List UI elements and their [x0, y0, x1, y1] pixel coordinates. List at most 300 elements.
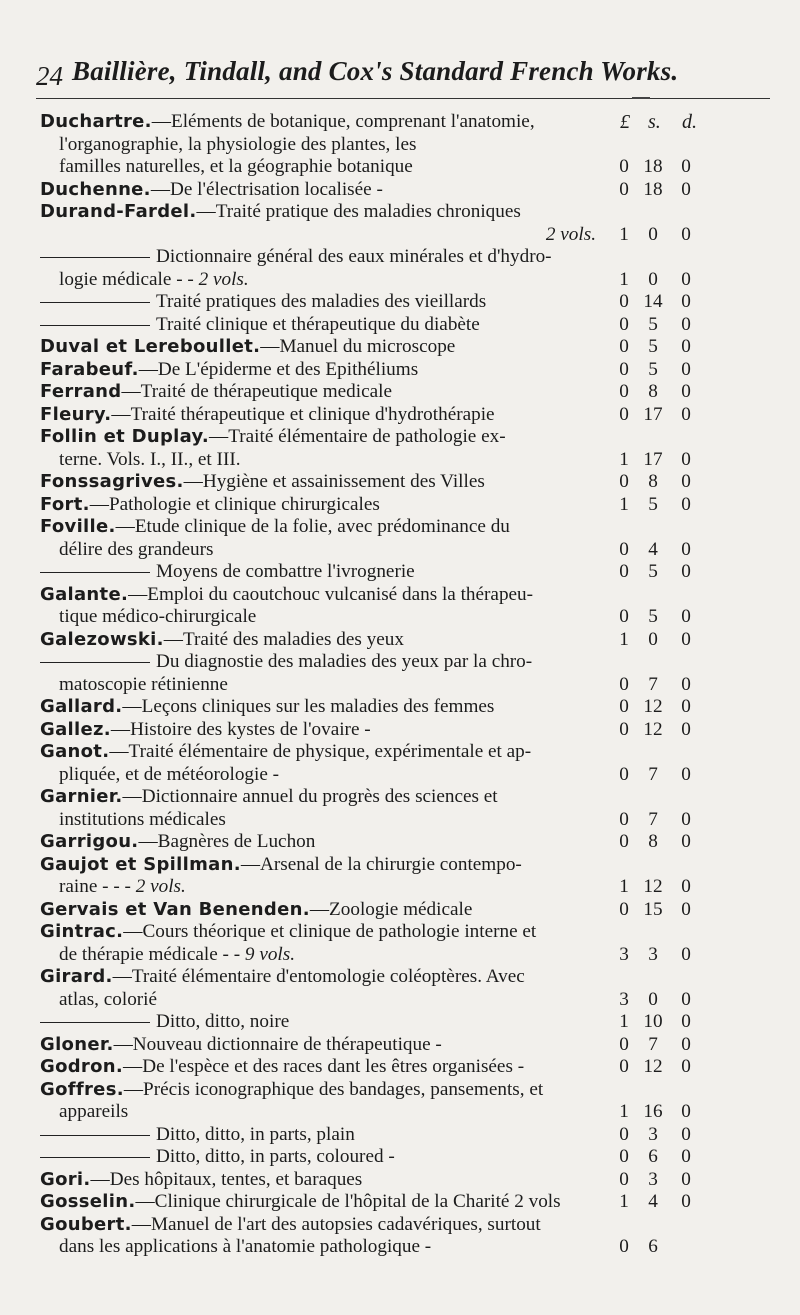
entry-line	[0, 651, 800, 674]
price-shillings: 14	[643, 291, 663, 312]
entry-line	[0, 741, 800, 764]
entry-continuation: atlas, colorié	[59, 988, 158, 1010]
entry-text	[40, 741, 531, 764]
entry-title: —Cours théorique et clinique de pathologie interne et	[123, 921, 537, 942]
author-name: Fort.	[40, 493, 90, 515]
entry-line	[0, 606, 800, 629]
entry-line	[0, 561, 800, 584]
price	[617, 1034, 707, 1057]
price	[617, 899, 707, 922]
price-shillings: 17	[643, 403, 663, 425]
author-name: Duchartre.	[40, 111, 152, 132]
entry-title: Moyens de combattre l'ivrognerie	[156, 561, 415, 582]
price	[617, 156, 707, 179]
price-pence: 0	[681, 696, 691, 717]
entry-line	[0, 584, 800, 607]
entry-line	[0, 156, 800, 179]
entry-continuation: de thérapie médicale - - 9 vols.	[59, 943, 296, 965]
price-pence: 0	[681, 988, 691, 1010]
price	[617, 336, 707, 359]
price	[617, 179, 707, 202]
price	[617, 269, 707, 292]
entry-text	[40, 1056, 524, 1079]
entry-text	[40, 246, 552, 269]
entry-line	[0, 426, 800, 449]
price	[617, 224, 707, 247]
entry-title: Du diagnostie des maladies des yeux par la chro-	[156, 651, 533, 672]
entry-line	[0, 1169, 800, 1192]
price-shillings: 5	[648, 493, 658, 515]
price-pounds: 0	[619, 1123, 629, 1145]
author-name: Garrigou.	[40, 831, 139, 852]
entry-text	[40, 966, 525, 989]
price-pence: 0	[681, 403, 691, 425]
price-pounds: 0	[619, 313, 629, 335]
price-pounds: 0	[619, 358, 629, 380]
entry-text	[40, 1214, 541, 1237]
entry-line	[0, 404, 800, 427]
entry-line	[0, 449, 800, 472]
price-shillings: 12	[643, 876, 663, 897]
price	[617, 1191, 707, 1214]
entry-title: —Leçons cliniques sur les maladies des femmes	[122, 696, 495, 717]
author-name: Fonssagrives.	[40, 471, 184, 492]
price-pence: 0	[681, 313, 691, 335]
price-shillings: 0	[648, 628, 658, 650]
price-shillings: 0	[648, 223, 658, 245]
entry-title: —De L'épiderme et des Epithéliums	[138, 358, 419, 380]
price	[617, 494, 707, 517]
entry-line	[0, 494, 800, 517]
price	[617, 719, 707, 742]
entry-line	[0, 1101, 800, 1124]
price-pounds: 0	[619, 336, 629, 357]
price-pence: 0	[681, 876, 691, 897]
entry-continuation	[546, 224, 596, 247]
entry-line	[0, 1146, 800, 1169]
price-pounds: 0	[619, 471, 629, 492]
price-shillings: 16	[643, 1101, 663, 1122]
price	[617, 989, 707, 1012]
price	[617, 404, 707, 427]
entry-title: —Zoologie médicale	[309, 898, 473, 920]
entry-continuation: l'organographie, la physiologie des plantes, les	[59, 133, 417, 155]
entry-title: —Emploi du caoutchouc vulcanisé dans la thérapeu-	[128, 583, 534, 605]
entry-title: Ditto, ditto, in parts, plain	[156, 1123, 355, 1145]
author-name: Follin et Duplay.	[40, 426, 210, 447]
price	[617, 561, 707, 584]
entry-title: —Pathologie et clinique chirurgicales	[89, 493, 380, 515]
price-pence: 0	[681, 1168, 691, 1190]
price-pence: 0	[681, 943, 691, 965]
price-pence: 0	[681, 628, 691, 650]
price	[617, 1236, 707, 1259]
price-pence: 0	[681, 156, 691, 177]
entry-text	[40, 854, 522, 877]
price	[617, 449, 707, 472]
price-shillings: 6	[648, 1236, 658, 1257]
price-pounds: 0	[619, 1056, 629, 1077]
price	[617, 696, 707, 719]
entry-text	[40, 899, 472, 922]
author-name: Galante.	[40, 583, 129, 605]
entry-line	[0, 1191, 800, 1214]
entry-text	[40, 651, 532, 674]
entry-title: Ditto, ditto, in parts, coloured -	[156, 1146, 395, 1167]
price-pence: 0	[681, 336, 691, 357]
price-pounds: 0	[619, 606, 629, 627]
header-rule	[36, 98, 770, 99]
entry-line	[0, 1214, 800, 1237]
author-name: Durand-Fardel.	[40, 201, 197, 222]
price-pounds: 0	[619, 1146, 629, 1167]
author-name: Gaujot et Spillman.	[40, 853, 241, 875]
entry-text	[40, 426, 506, 449]
entry-continuation: matoscopie rétinienne	[59, 673, 228, 695]
entry-continuation: pliquée, et de météorologie -	[59, 763, 280, 785]
price	[617, 539, 707, 562]
author-name: Goubert.	[40, 1213, 132, 1235]
entry-line	[0, 1236, 800, 1259]
price-shillings: 7	[648, 1033, 658, 1055]
entry-line	[0, 696, 800, 719]
author-name: Farabeuf.	[40, 358, 139, 380]
price-pence: 0	[681, 763, 691, 785]
price-pounds: 1	[619, 223, 629, 245]
volume-count: 9 vols.	[244, 943, 296, 965]
entry-line	[0, 539, 800, 562]
entry-title: —Traité pratique des maladies chroniques	[196, 201, 521, 222]
entry-title: —Traité des maladies des yeux	[163, 628, 404, 650]
price-shillings: 8	[648, 831, 658, 852]
entry-continuation: familles naturelles, et la géographie botanique	[59, 156, 413, 177]
entry-text	[40, 381, 392, 404]
price-shillings: 8	[648, 381, 658, 402]
volume-count: 2 vols.	[545, 223, 596, 245]
author-name: Gervais et Van Benenden.	[40, 898, 310, 920]
entry-title: Traité pratiques des maladies des vieillards	[156, 291, 487, 312]
price-pounds: 0	[619, 673, 629, 695]
ditto-rule	[40, 257, 150, 258]
entry-title: —Précis iconographique des bandages, pansements, et	[123, 1078, 544, 1100]
entry-line	[0, 921, 800, 944]
entry-line	[0, 291, 800, 314]
price-pence: 0	[681, 898, 691, 920]
header-rule-mark	[632, 97, 650, 99]
price-shillings: 5	[648, 313, 658, 335]
entry-title: Ditto, ditto, noire	[156, 1011, 290, 1032]
entry-title: —Traité élémentaire de physique, expérimentale et ap-	[109, 741, 532, 762]
price-pounds: 0	[619, 1033, 629, 1055]
entry-title: —Etude clinique de la folie, avec prédominance du	[115, 516, 510, 537]
ditto-rule	[40, 1135, 150, 1136]
price-pence: 0	[681, 1056, 691, 1077]
price-pence: 0	[681, 471, 691, 492]
price	[617, 1011, 707, 1034]
entry-line	[0, 381, 800, 404]
price-pounds: 1	[619, 448, 629, 470]
price	[617, 1056, 707, 1079]
price-pounds: 0	[619, 898, 629, 920]
price-shillings: 7	[648, 808, 658, 830]
price-pounds: 1	[619, 628, 629, 650]
entry-continuation: terne. Vols. I., II., et III.	[59, 448, 241, 470]
entry-line	[0, 1079, 800, 1102]
price	[617, 314, 707, 337]
entry-continuation: dans les applications à l'anatomie pathologique -	[59, 1236, 432, 1257]
entry-title: —Hygiène et assainissement des Villes	[183, 471, 485, 492]
entry-text	[40, 696, 494, 719]
price-pounds: 0	[619, 178, 629, 200]
price-pounds: 0	[619, 156, 629, 177]
price-shillings: 12	[643, 718, 663, 740]
entry-title: —De l'électrisation localisée -	[150, 178, 383, 200]
entry-title: —Eléments de botanique, comprenant l'anatomie,	[151, 111, 535, 132]
entry-title: —Arsenal de la chirurgie contempo-	[240, 853, 522, 875]
price	[617, 1124, 707, 1147]
entry-text	[40, 314, 480, 337]
entry-line	[0, 246, 800, 269]
ditto-rule	[40, 325, 150, 326]
entry-text	[40, 1169, 362, 1192]
price-pounds: 1	[619, 493, 629, 515]
entry-text	[40, 111, 535, 134]
book-listing	[0, 111, 800, 1259]
price-pence: 0	[681, 673, 691, 695]
price-pence: 0	[681, 1033, 691, 1055]
price-shillings: 18	[643, 178, 663, 200]
entry-continuation: logie médicale - - 2 vols.	[59, 268, 249, 290]
price-pounds: 0	[619, 538, 629, 560]
price	[617, 1146, 707, 1169]
price	[617, 359, 707, 382]
price-shillings: 5	[648, 358, 658, 380]
entry-line	[0, 201, 800, 224]
entry-title: —Traité de thérapeutique medicale	[121, 381, 392, 402]
price-shillings: 12	[643, 1056, 663, 1077]
entry-text	[40, 291, 486, 314]
price-shillings: 3	[648, 1168, 658, 1190]
price	[617, 809, 707, 832]
price-pounds: 0	[619, 1168, 629, 1190]
price-pence: 0	[681, 1191, 691, 1212]
author-name: Garnier.	[40, 786, 123, 807]
entry-title: —Traité élémentaire d'entomologie coléoptères. Avec	[112, 966, 525, 987]
price-pounds: 0	[619, 763, 629, 785]
price	[617, 381, 707, 404]
price-shillings: 7	[648, 763, 658, 785]
price-pence: 0	[681, 1146, 691, 1167]
entry-line	[0, 831, 800, 854]
entry-text	[40, 629, 404, 652]
price-pence: 0	[681, 808, 691, 830]
entry-continuation: raine - - - 2 vols.	[59, 876, 186, 897]
entry-text	[40, 1034, 442, 1057]
entry-text	[40, 719, 371, 742]
ditto-rule	[40, 302, 150, 303]
entry-text	[40, 336, 455, 359]
price	[617, 764, 707, 787]
entry-line	[0, 1056, 800, 1079]
entry-line	[0, 1011, 800, 1034]
entry-continuation: tique médico-chirurgicale	[59, 606, 257, 627]
entry-line	[0, 719, 800, 742]
entry-line	[0, 269, 800, 292]
ditto-rule	[40, 1157, 150, 1158]
price-pounds: 1	[619, 1191, 629, 1212]
author-name: Fleury.	[40, 403, 112, 425]
price-shillings: 4	[648, 1191, 658, 1212]
price-pounds: 3	[619, 988, 629, 1010]
price-pence: 0	[681, 268, 691, 290]
entry-title: —De l'espèce et des races dant les êtres organisées -	[123, 1056, 525, 1077]
author-name: Ferrand	[40, 381, 122, 402]
ditto-rule	[40, 1022, 150, 1023]
entry-title: —Manuel du microscope	[260, 336, 456, 357]
price-shillings: 3	[648, 943, 658, 965]
price-pounds: 0	[619, 831, 629, 852]
author-name: Duchenne.	[40, 178, 151, 200]
price-pounds: 1	[619, 1101, 629, 1122]
entry-text	[40, 921, 536, 944]
price-pence: 0	[681, 606, 691, 627]
price-pence: 0	[681, 448, 691, 470]
entry-text	[40, 1079, 543, 1102]
price-shillings: 12	[643, 696, 663, 717]
entry-title: —Histoire des kystes de l'ovaire -	[110, 718, 371, 740]
entry-line	[0, 854, 800, 877]
price-shillings: 6	[648, 1146, 658, 1167]
entry-text	[40, 516, 510, 539]
price-shillings: 4	[648, 538, 658, 560]
entry-line	[0, 786, 800, 809]
entry-line	[0, 764, 800, 787]
author-name: Gintrac.	[40, 921, 124, 942]
entry-title: —Traité thérapeutique et clinique d'hydrothérapie	[111, 403, 495, 425]
entry-text	[40, 471, 485, 494]
price-pounds: 0	[619, 1236, 629, 1257]
price-pence: 0	[681, 538, 691, 560]
entry-text	[40, 1191, 561, 1214]
price-shillings: 5	[648, 606, 658, 627]
ditto-rule	[40, 662, 150, 663]
price-pence: 0	[681, 223, 691, 245]
author-name: Gori.	[40, 1168, 91, 1190]
price	[617, 291, 707, 314]
price-pence: 0	[681, 1011, 691, 1032]
price-pence: 0	[681, 493, 691, 515]
price	[617, 1169, 707, 1192]
author-name: Foville.	[40, 516, 116, 537]
price-pence: 0	[681, 178, 691, 200]
entry-title: —Nouveau dictionnaire de thérapeutique -	[113, 1033, 442, 1055]
entry-line	[0, 336, 800, 359]
entry-continuation: institutions médicales	[59, 808, 226, 830]
entry-line	[0, 224, 800, 247]
entry-text	[40, 404, 495, 427]
price-pence: 0	[681, 1123, 691, 1145]
page-header	[0, 0, 800, 110]
price-pounds: 0	[619, 561, 629, 582]
entry-title: —Clinique chirurgicale de l'hôpital de la Charité 2 vols	[135, 1191, 561, 1212]
price	[617, 876, 707, 899]
author-name: Gloner.	[40, 1033, 114, 1055]
author-name: Gosselin.	[40, 1191, 136, 1212]
price-shillings: 10	[643, 1011, 663, 1032]
price-shillings: 5	[648, 336, 658, 357]
price	[617, 1101, 707, 1124]
entry-text	[40, 1124, 355, 1147]
entry-text	[40, 561, 415, 584]
price-shillings: 3	[648, 1123, 658, 1145]
price-pence: 0	[681, 718, 691, 740]
price-pounds: 0	[619, 696, 629, 717]
entry-line	[0, 1124, 800, 1147]
author-name: Ganot.	[40, 741, 110, 762]
entry-line	[0, 629, 800, 652]
entry-text	[40, 786, 498, 809]
pence-heading: d.	[682, 111, 697, 133]
price-shillings: 0	[648, 988, 658, 1010]
entry-text	[40, 359, 418, 382]
entry-continuation: délire des grandeurs	[59, 538, 214, 560]
entry-title: —Bagnères de Luchon	[138, 831, 316, 852]
price	[617, 471, 707, 494]
volume-count: 2 vols.	[198, 268, 249, 290]
entry-title: —Des hôpitaux, tentes, et baraques	[90, 1168, 363, 1190]
price-pounds: 1	[619, 1011, 629, 1032]
price-pounds: 1	[619, 268, 629, 290]
entry-text	[40, 1146, 395, 1169]
author-name: Gallez.	[40, 718, 111, 740]
entry-line	[0, 674, 800, 697]
price-pence: 0	[681, 1101, 691, 1122]
price-pounds: 0	[619, 381, 629, 402]
price-pounds: 0	[619, 718, 629, 740]
entry-continuation: appareils	[59, 1101, 129, 1122]
entry-line	[0, 179, 800, 202]
price-shillings: 17	[643, 448, 663, 470]
pounds-heading: £	[620, 111, 630, 133]
price-pounds: 3	[619, 943, 629, 965]
entry-text	[40, 831, 315, 854]
entry-text	[40, 201, 521, 224]
price-shillings: 15	[643, 898, 663, 920]
price	[617, 606, 707, 629]
page-number: 24	[36, 61, 63, 91]
author-name: Godron.	[40, 1056, 124, 1077]
price-pence: 0	[681, 561, 691, 582]
entry-line	[0, 809, 800, 832]
entry-line	[0, 134, 800, 157]
price-pence: 0	[681, 831, 691, 852]
author-name: Gallard.	[40, 696, 123, 717]
entry-line	[0, 899, 800, 922]
entry-line	[0, 516, 800, 539]
price	[617, 629, 707, 652]
entry-title: Traité clinique et thérapeutique du diabète	[156, 313, 480, 335]
price-shillings: 5	[648, 561, 658, 582]
entry-text	[40, 179, 383, 202]
volume-count: 2 vols.	[135, 876, 186, 897]
price-pence: 0	[681, 358, 691, 380]
entry-line	[0, 471, 800, 494]
price-pounds: 0	[619, 291, 629, 312]
entry-line	[0, 359, 800, 382]
author-name: Girard.	[40, 966, 113, 987]
price-shillings: 8	[648, 471, 658, 492]
author-name: Goffres.	[40, 1078, 124, 1100]
